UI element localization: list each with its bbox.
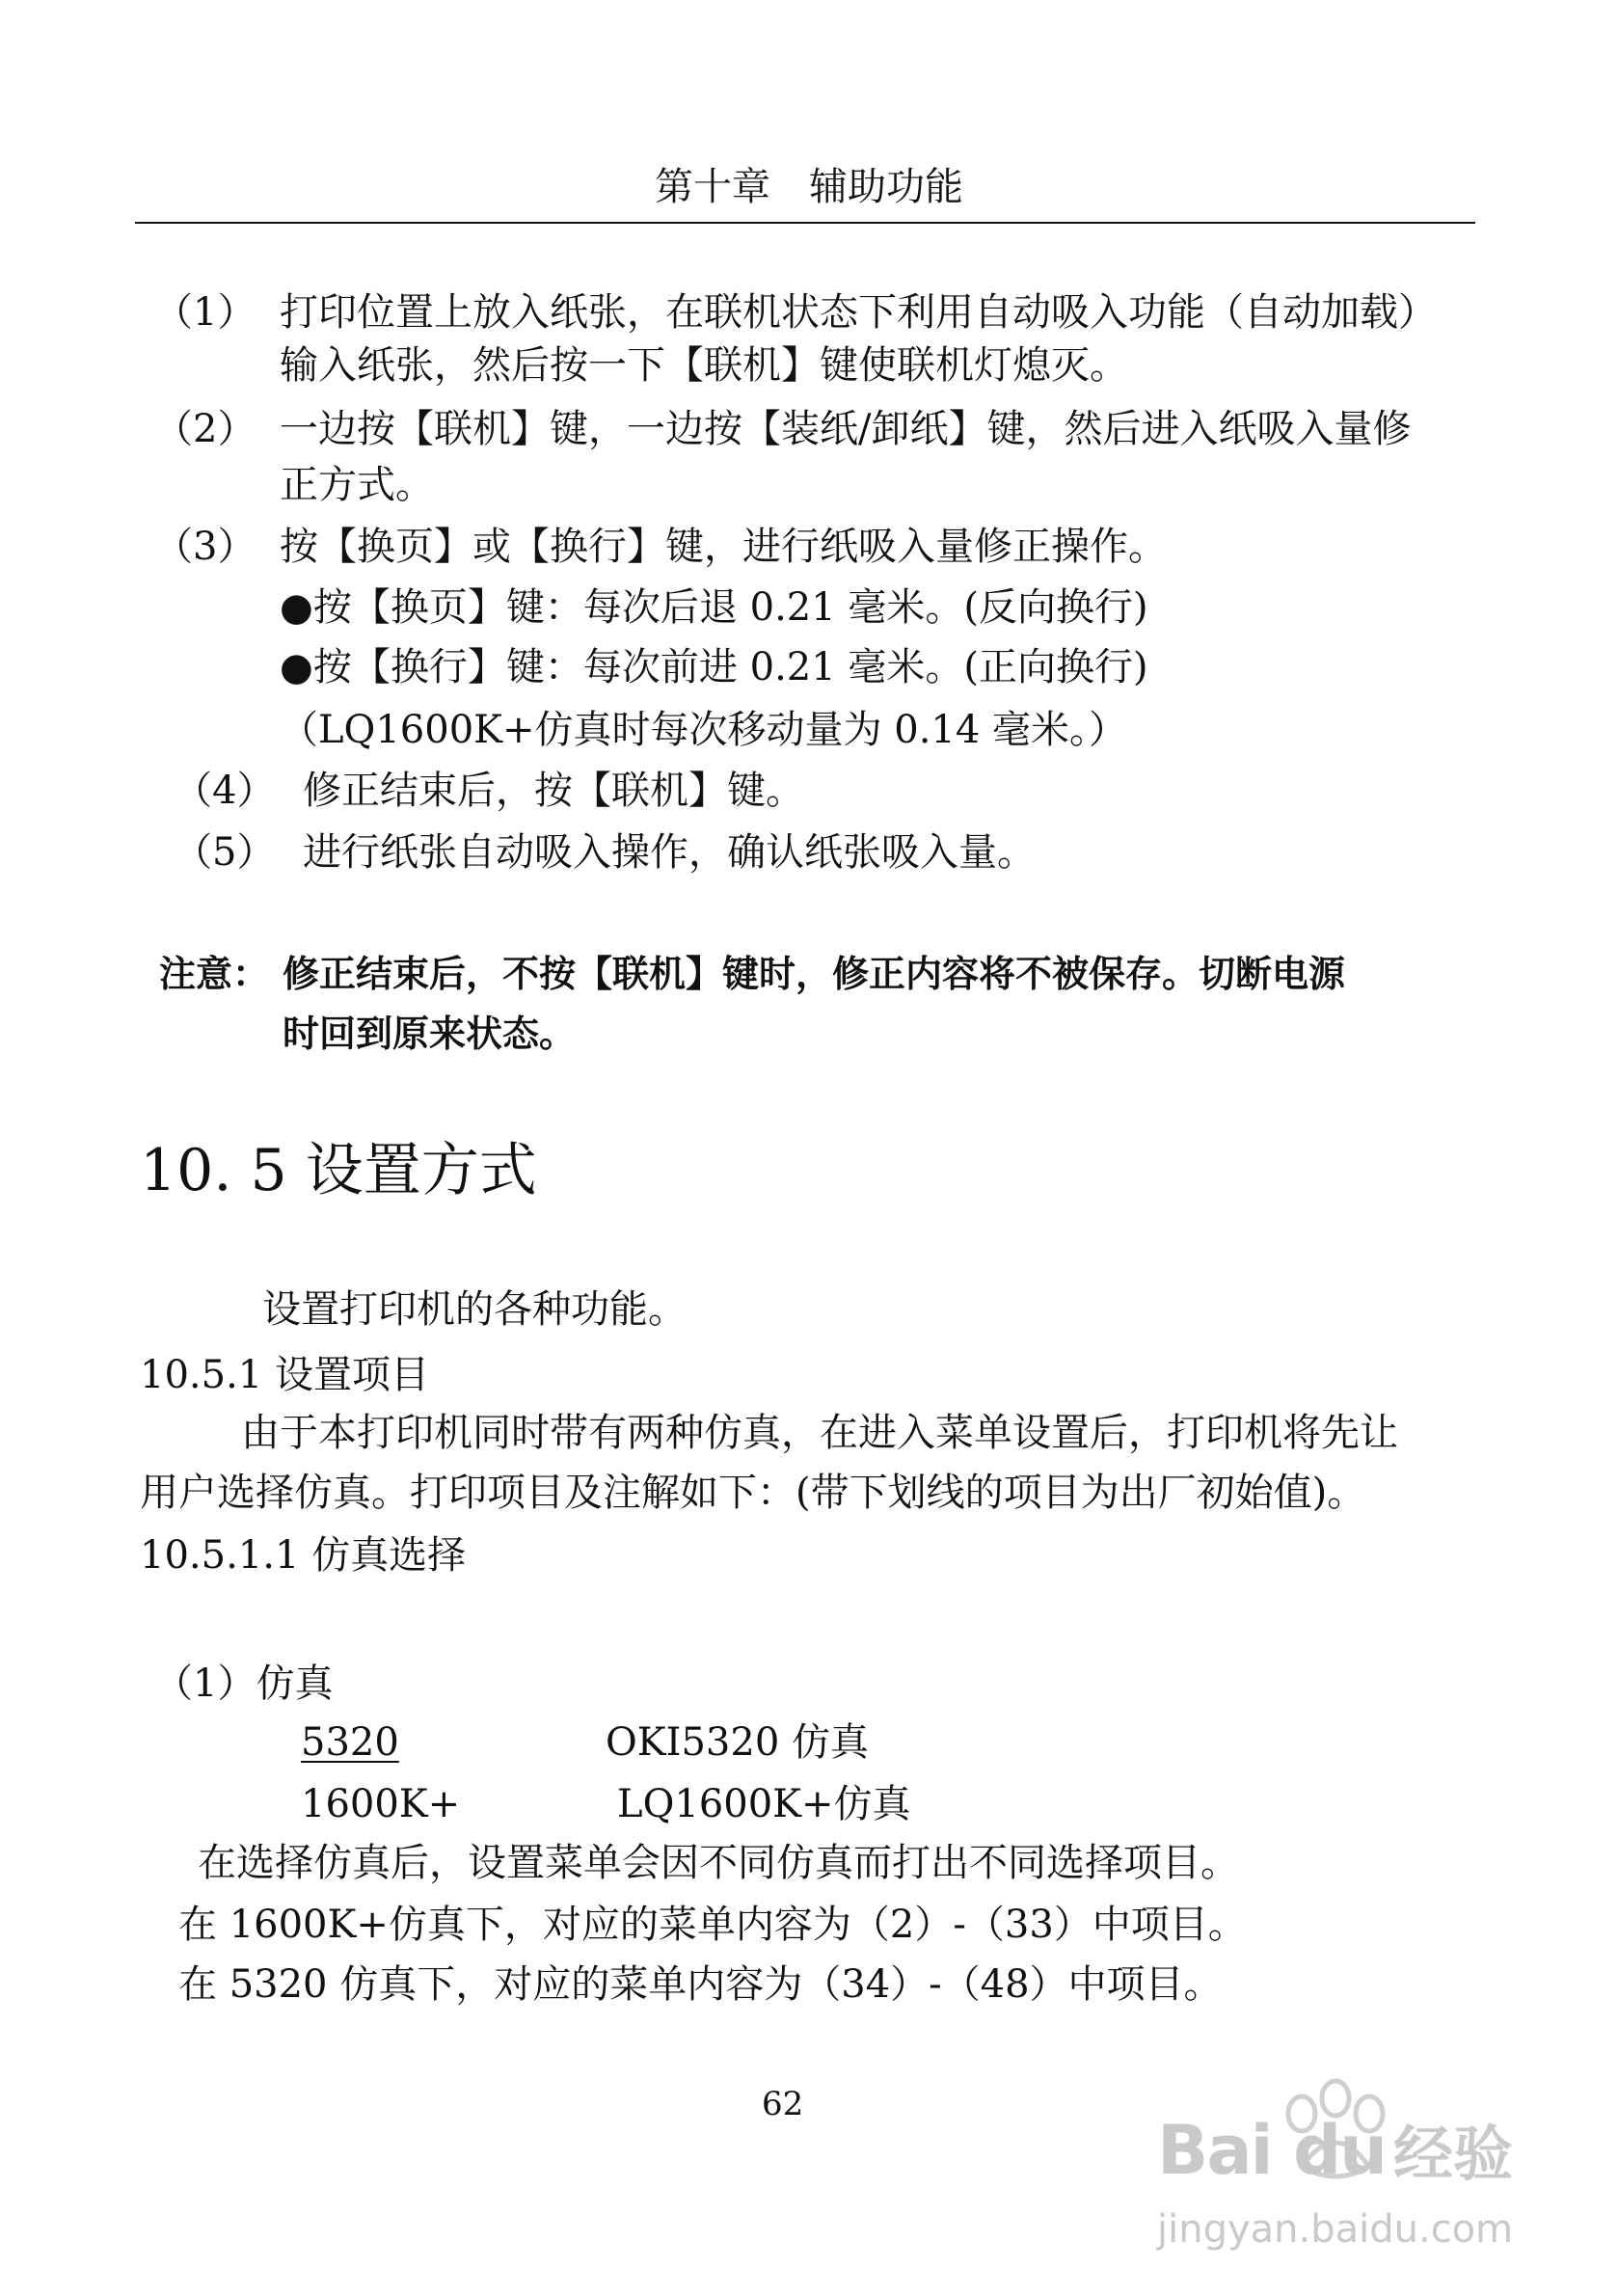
watermark-logo: Bai du <box>1157 2111 1386 2190</box>
option-code-default: 5320 <box>301 1720 399 1765</box>
option-code: 1600K+ <box>301 1782 461 1826</box>
step-text: 打印位置上放入纸张，在联机状态下利用自动吸入功能（自动加载） <box>280 290 1437 335</box>
step-text: 正方式。 <box>280 463 434 507</box>
step-bullet: ●按【换页】键：每次后退 0.21 毫米。(反向换行) <box>280 585 1148 630</box>
note-label: 注意： <box>159 953 270 995</box>
step-number: （2） <box>154 407 256 451</box>
emulation-note: 在选择仿真后，设置菜单会因不同仿真而打出不同选择项目。 <box>198 1841 1239 1885</box>
baidu-watermark <box>1147 2093 1591 2285</box>
step-number: （4） <box>174 769 276 813</box>
section-title: 10. 5 设置方式 <box>140 1137 537 1204</box>
subsubsection-title: 10.5.1.1 仿真选择 <box>140 1533 467 1578</box>
option-description: LQ1600K+仿真 <box>617 1782 911 1826</box>
chapter-header: 第十章 辅助功能 <box>655 165 963 209</box>
note-text: 时回到原来状态。 <box>283 1013 577 1055</box>
subsection-title: 10.5.1 设置项目 <box>140 1353 429 1397</box>
step-text: 一边按【联机】键，一边按【装纸/卸纸】键，然后进入纸吸入量修 <box>280 407 1412 451</box>
step-text: 输入纸张，然后按一下【联机】键使联机灯熄灭。 <box>280 343 1128 388</box>
step-text: 修正结束后，按【联机】键。 <box>303 769 804 813</box>
note-text: 修正结束后，不按【联机】键时，修正内容将不被保存。切断电源 <box>283 953 1346 995</box>
step-number: （1） <box>154 290 256 335</box>
step-text: 进行纸张自动吸入操作，确认纸张吸入量。 <box>303 830 1036 875</box>
watermark-cn: 经验 <box>1393 2119 1514 2189</box>
step-number: （5） <box>174 830 276 875</box>
step-number: （3） <box>154 525 256 569</box>
option-group-label: （1）仿真 <box>154 1661 334 1706</box>
paragraph-line: 由于本打印机同时带有两种仿真，在进入菜单设置后，打印机将先让 <box>241 1411 1398 1455</box>
step-text: 按【换页】或【换行】键，进行纸吸入量修正操作。 <box>280 525 1167 569</box>
step-bullet: ●按【换行】键：每次前进 0.21 毫米。(正向换行) <box>280 645 1148 689</box>
page-number: 62 <box>762 2085 804 2123</box>
emulation-note: 在 5320 仿真下，对应的菜单内容为（34）-（48）中项目。 <box>178 1962 1223 2007</box>
intro-text: 设置打印机的各种功能。 <box>262 1287 687 1332</box>
step-text: （LQ1600K+仿真时每次移动量为 0.14 毫米。） <box>280 708 1128 752</box>
watermark-url: jingyan.baidu.com <box>1157 2207 1514 2252</box>
paragraph-line: 用户选择仿真。打印项目及注解如下：(带下划线的项目为出厂初始值)。 <box>140 1471 1366 1515</box>
option-description: OKI5320 仿真 <box>606 1720 869 1765</box>
header-rule <box>135 222 1475 224</box>
emulation-note: 在 1600K+仿真下，对应的菜单内容为（2）-（33）中项目。 <box>178 1903 1247 1947</box>
